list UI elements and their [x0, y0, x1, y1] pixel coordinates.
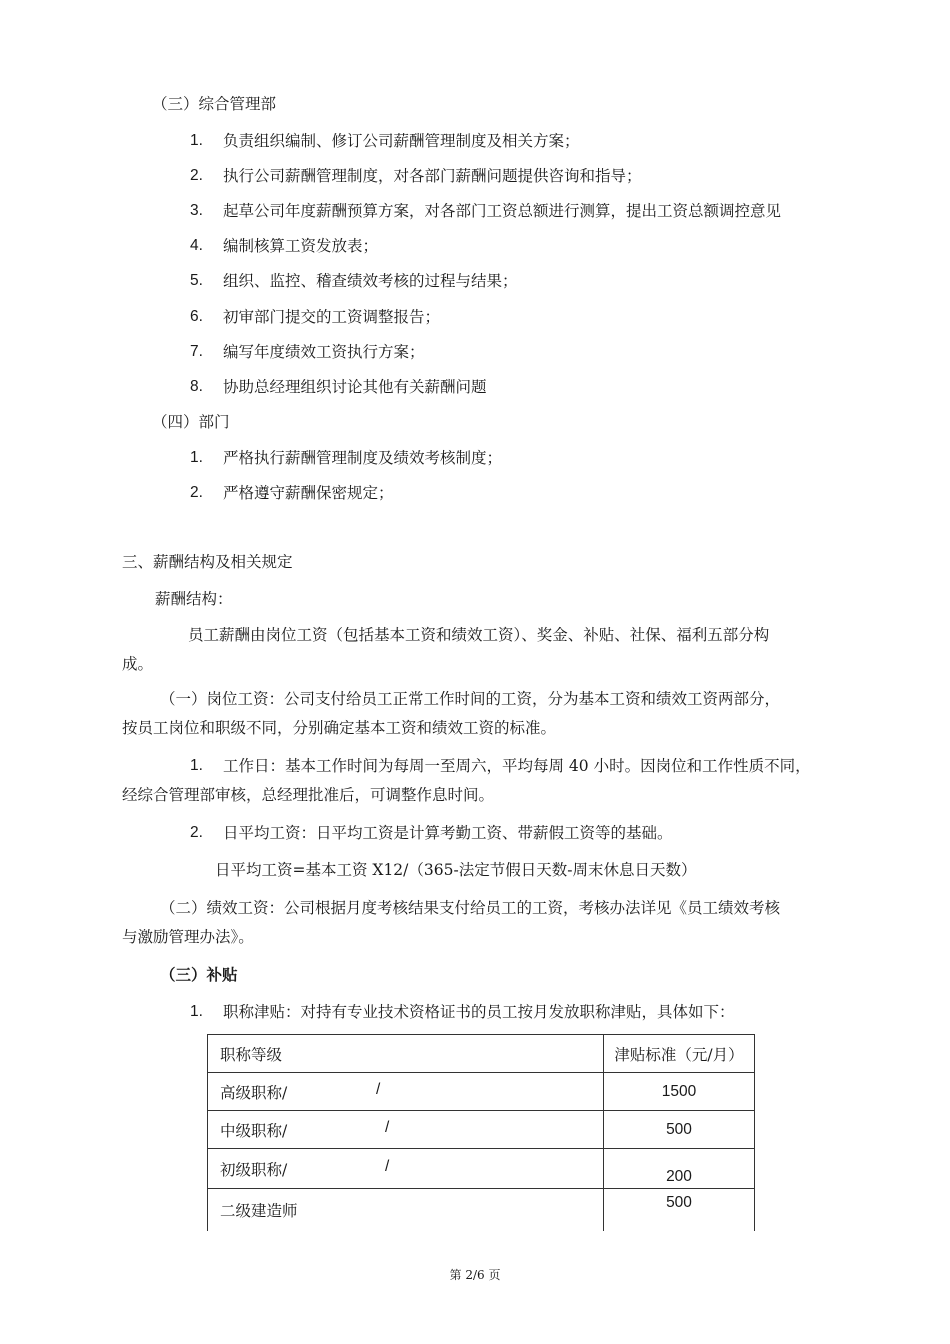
workday-paragraph-cont: 经综合管理部审核，总经理批准后，可调整作息时间。 — [122, 786, 495, 804]
list-item-number: 4. — [190, 237, 203, 254]
cell-amount: 200 — [604, 1149, 755, 1189]
subsection-post-salary-cont: 按员工岗位和职级不同，分别确定基本工资和绩效工资的标准。 — [122, 719, 557, 737]
subsection-performance-pay-cont: 与激励管理办法》。 — [122, 928, 254, 946]
title-allowance-paragraph: 职称津贴：对持有专业技术资格证书的员工按月发放职称津贴，具体如下： — [223, 1003, 735, 1021]
list-item-number: 1. — [190, 1003, 203, 1020]
table-row — [208, 1149, 755, 1189]
list-item: 初审部门提交的工资调整报告； — [223, 308, 441, 326]
daily-wage-paragraph: 日平均工资：日平均工资是计算考勤工资、带薪假工资等的基础。 — [223, 824, 673, 842]
list-item-number: 1. — [190, 757, 203, 774]
level-text: 二级建造师 — [220, 1202, 298, 1220]
intro-paragraph-cont: 成。 — [122, 655, 154, 673]
header-level: 职称等级 — [208, 1035, 604, 1073]
subsection-performance-pay: （二）绩效工资：公司根据月度考核结果支付给员工的工资，考核办法详见《员工绩效考核 — [160, 899, 781, 917]
cell-slash: / — [385, 1118, 390, 1136]
cell-slash: / — [376, 1080, 381, 1098]
table-row — [208, 1073, 755, 1111]
list-item-number: 2. — [190, 167, 203, 184]
cell-amount: 500 — [604, 1189, 755, 1232]
list-item: 严格遵守薪酬保密规定； — [223, 484, 394, 502]
level-text: 高级职称/ — [220, 1083, 288, 1102]
list-item-number: 5. — [190, 272, 203, 289]
list-item: 编写年度绩效工资执行方案； — [223, 343, 425, 361]
list-item-number: 6. — [190, 308, 203, 325]
structure-label: 薪酬结构： — [155, 590, 233, 608]
header-amount: 津贴标准（元/月） — [604, 1035, 755, 1073]
list-item-number: 1. — [190, 132, 203, 149]
level-text: 初级职称/ — [220, 1160, 288, 1179]
table-header-row — [208, 1035, 755, 1073]
list-item-number: 2. — [190, 484, 203, 501]
list-item: 编制核算工资发放表； — [223, 237, 379, 255]
list-item-number: 1. — [190, 449, 203, 466]
table-row — [208, 1111, 755, 1149]
intro-paragraph: 员工薪酬由岗位工资（包括基本工资和绩效工资）、奖金、补贴、社保、福利五部分构 — [188, 626, 770, 644]
cell-amount: 500 — [604, 1111, 755, 1149]
list-item: 协助总经理组织讨论其他有关薪酬问题 — [223, 378, 487, 396]
list-item-number: 3. — [190, 202, 203, 219]
part-title: 三、薪酬结构及相关规定 — [122, 553, 293, 571]
daily-wage-formula: 日平均工资=基本工资 X12/（365-法定节假日天数-周末休息日天数） — [215, 861, 697, 879]
level-text: 中级职称/ — [220, 1121, 288, 1140]
cell-level — [208, 1111, 604, 1149]
list-item-number: 7. — [190, 343, 203, 360]
cell-slash: / — [385, 1157, 390, 1175]
cell-level — [208, 1149, 604, 1189]
workday-paragraph: 工作日：基本工作时间为每周一至周六，平均每周 40 小时。因岗位和工作性质不同， — [223, 757, 811, 775]
list-item: 组织、监控、稽查绩效考核的过程与结果； — [223, 272, 518, 290]
list-item-number: 2. — [190, 824, 203, 841]
cell-amount: 1500 — [604, 1073, 755, 1111]
subsection-allowance: （三）补贴 — [160, 965, 238, 984]
section-heading-dept: （四）部门 — [152, 413, 230, 431]
list-item: 执行公司薪酬管理制度，对各部门薪酬问题提供咨询和指导； — [223, 167, 642, 185]
allowance-table — [207, 1034, 755, 1231]
page-footer: 第 2/6 页 — [449, 1268, 501, 1282]
list-item: 起草公司年度薪酬预算方案，对各部门工资总额进行测算，提出工资总额调控意见 — [223, 202, 782, 220]
list-item: 负责组织编制、修订公司薪酬管理制度及相关方案； — [223, 132, 580, 150]
list-item: 严格执行薪酬管理制度及绩效考核制度； — [223, 449, 503, 467]
table-row — [208, 1189, 755, 1232]
subsection-post-salary: （一）岗位工资：公司支付给员工正常工作时间的工资，分为基本工资和绩效工资两部分， — [160, 690, 781, 708]
cell-level — [208, 1073, 604, 1111]
cell-level — [208, 1189, 604, 1232]
list-item-number: 8. — [190, 378, 203, 395]
section-heading-mgmt: （三）综合管理部 — [152, 95, 277, 113]
